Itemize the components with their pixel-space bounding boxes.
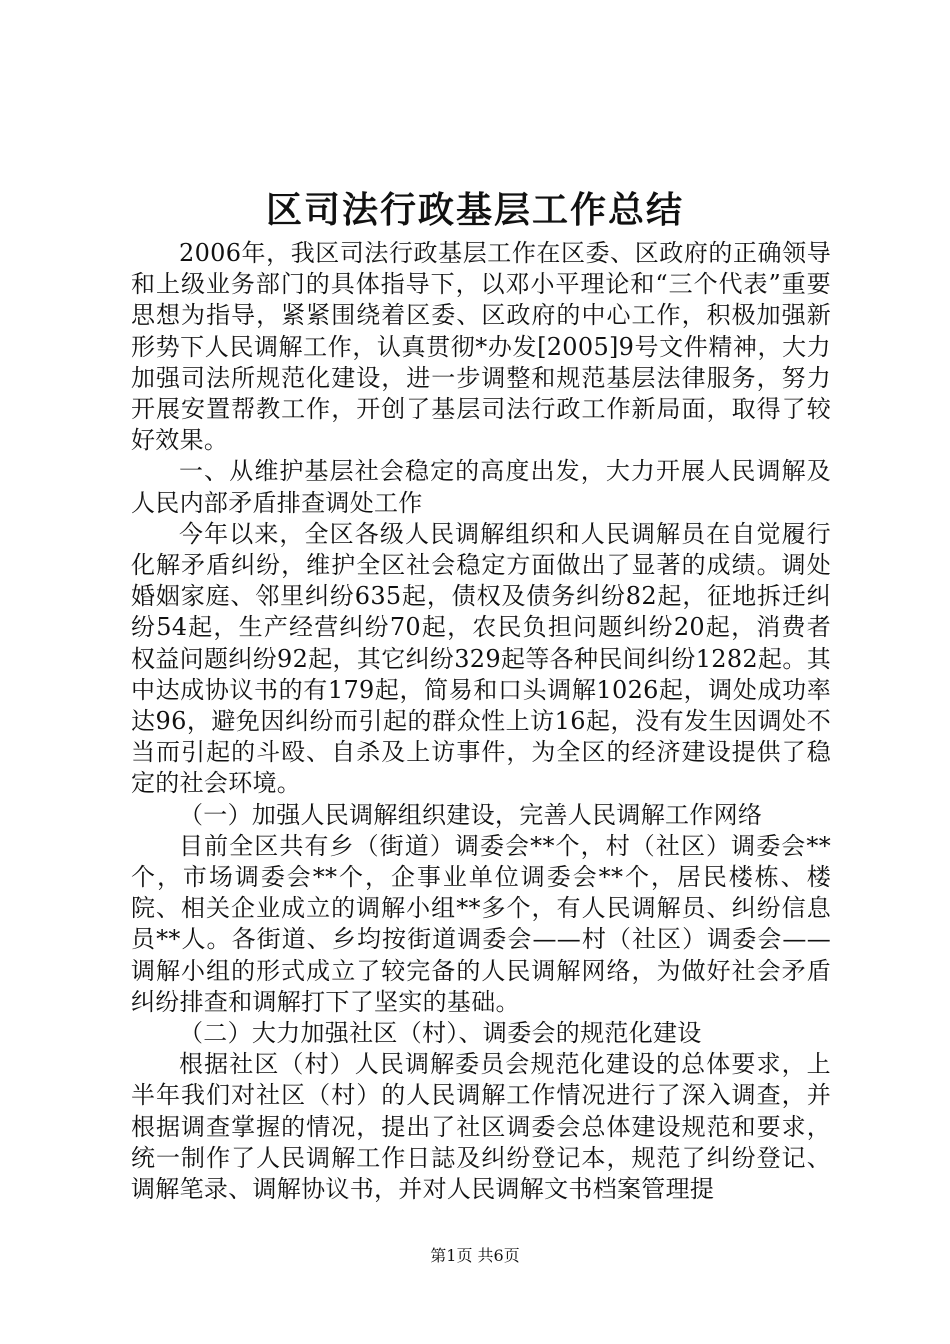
document-title: 区司法行政基层工作总结 bbox=[265, 189, 684, 231]
paragraph-mediation-results: 今年以来，全区各级人民调解组织和人民调解员在自觉履行化解矛盾纠纷，维护全区社会稳定方面做出了显著的成绩。调处婚姻家庭、邻里纠纷635起，债权及债务纠纷82起，征地拆迁纠纷54起，生产经营纠纷70起，农民负担问题纠纷20起，消费者权益问题纠纷92起，其它纠纷329起等各种民间纠纷1282起。其中达成协议书的有179起，简易和口头调解1026起，调处成功率达96，避免因纠纷而引起的群众性上访16起，没有发生因调处不当而引起的斗殴、自杀及上访事件，为全区的经济建设提供了稳定的社会环境。 bbox=[131, 519, 831, 798]
page-number-footer: 第1页 共6页 bbox=[430, 1246, 520, 1265]
paragraph-standardization: 根据社区（村）人民调解委员会规范化建设的总体要求，上半年我们对社区（村）的人民调解工作情况进行了深入调查，并根据调查掌握的情况，提出了社区调委会总体建设规范和要求，统一制作了人民调解工作日誌及纠纷登记本，规范了纠纷登记、调解笔录、调解协议书，并对人民调解文书档案管理提 bbox=[131, 1050, 831, 1204]
document-body bbox=[131, 238, 831, 1205]
paragraph-intro: 2006年，我区司法行政基层工作在区委、区政府的正确领导和上级业务部门的具体指导下，以邓小平理论和“三个代表”重要思想为指导，紧紧围绕着区委、区政府的中心工作，积极加强新形势下人民调解工作，认真贯彻*办发[2005]9号文件精神，大力加强司法所规范化建设，进一步调整和规范基层法律服务，努力开展安置帮教工作，开创了基层司法行政工作新局面，取得了较好效果。 bbox=[131, 239, 831, 455]
subsection-heading-2: （二）大力加强社区（村）、调委会的规范化建设 bbox=[179, 1019, 702, 1048]
subsection-heading-1: （一）加强人民调解组织建设，完善人民调解工作网络 bbox=[179, 800, 763, 829]
paragraph-organization: 目前全区共有乡（街道）调委会**个，村（社区）调委会**个，市场调委会**个，企事业单位调委会**个，居民楼栋、楼院、相关企业成立的调解小组**多个，有人民调解员、纠纷信息员**人。各街道、乡均按街道调委会——村（社区）调委会——调解小组的形式成立了较完备的人民调解网络，为做好社会矛盾纠纷排查和调解打下了坚实的基础。 bbox=[131, 831, 831, 1016]
section-heading-1: 一、从维护基层社会稳定的高度出发，大力开展人民调解及人民内部矛盾排查调处工作 bbox=[131, 457, 831, 517]
